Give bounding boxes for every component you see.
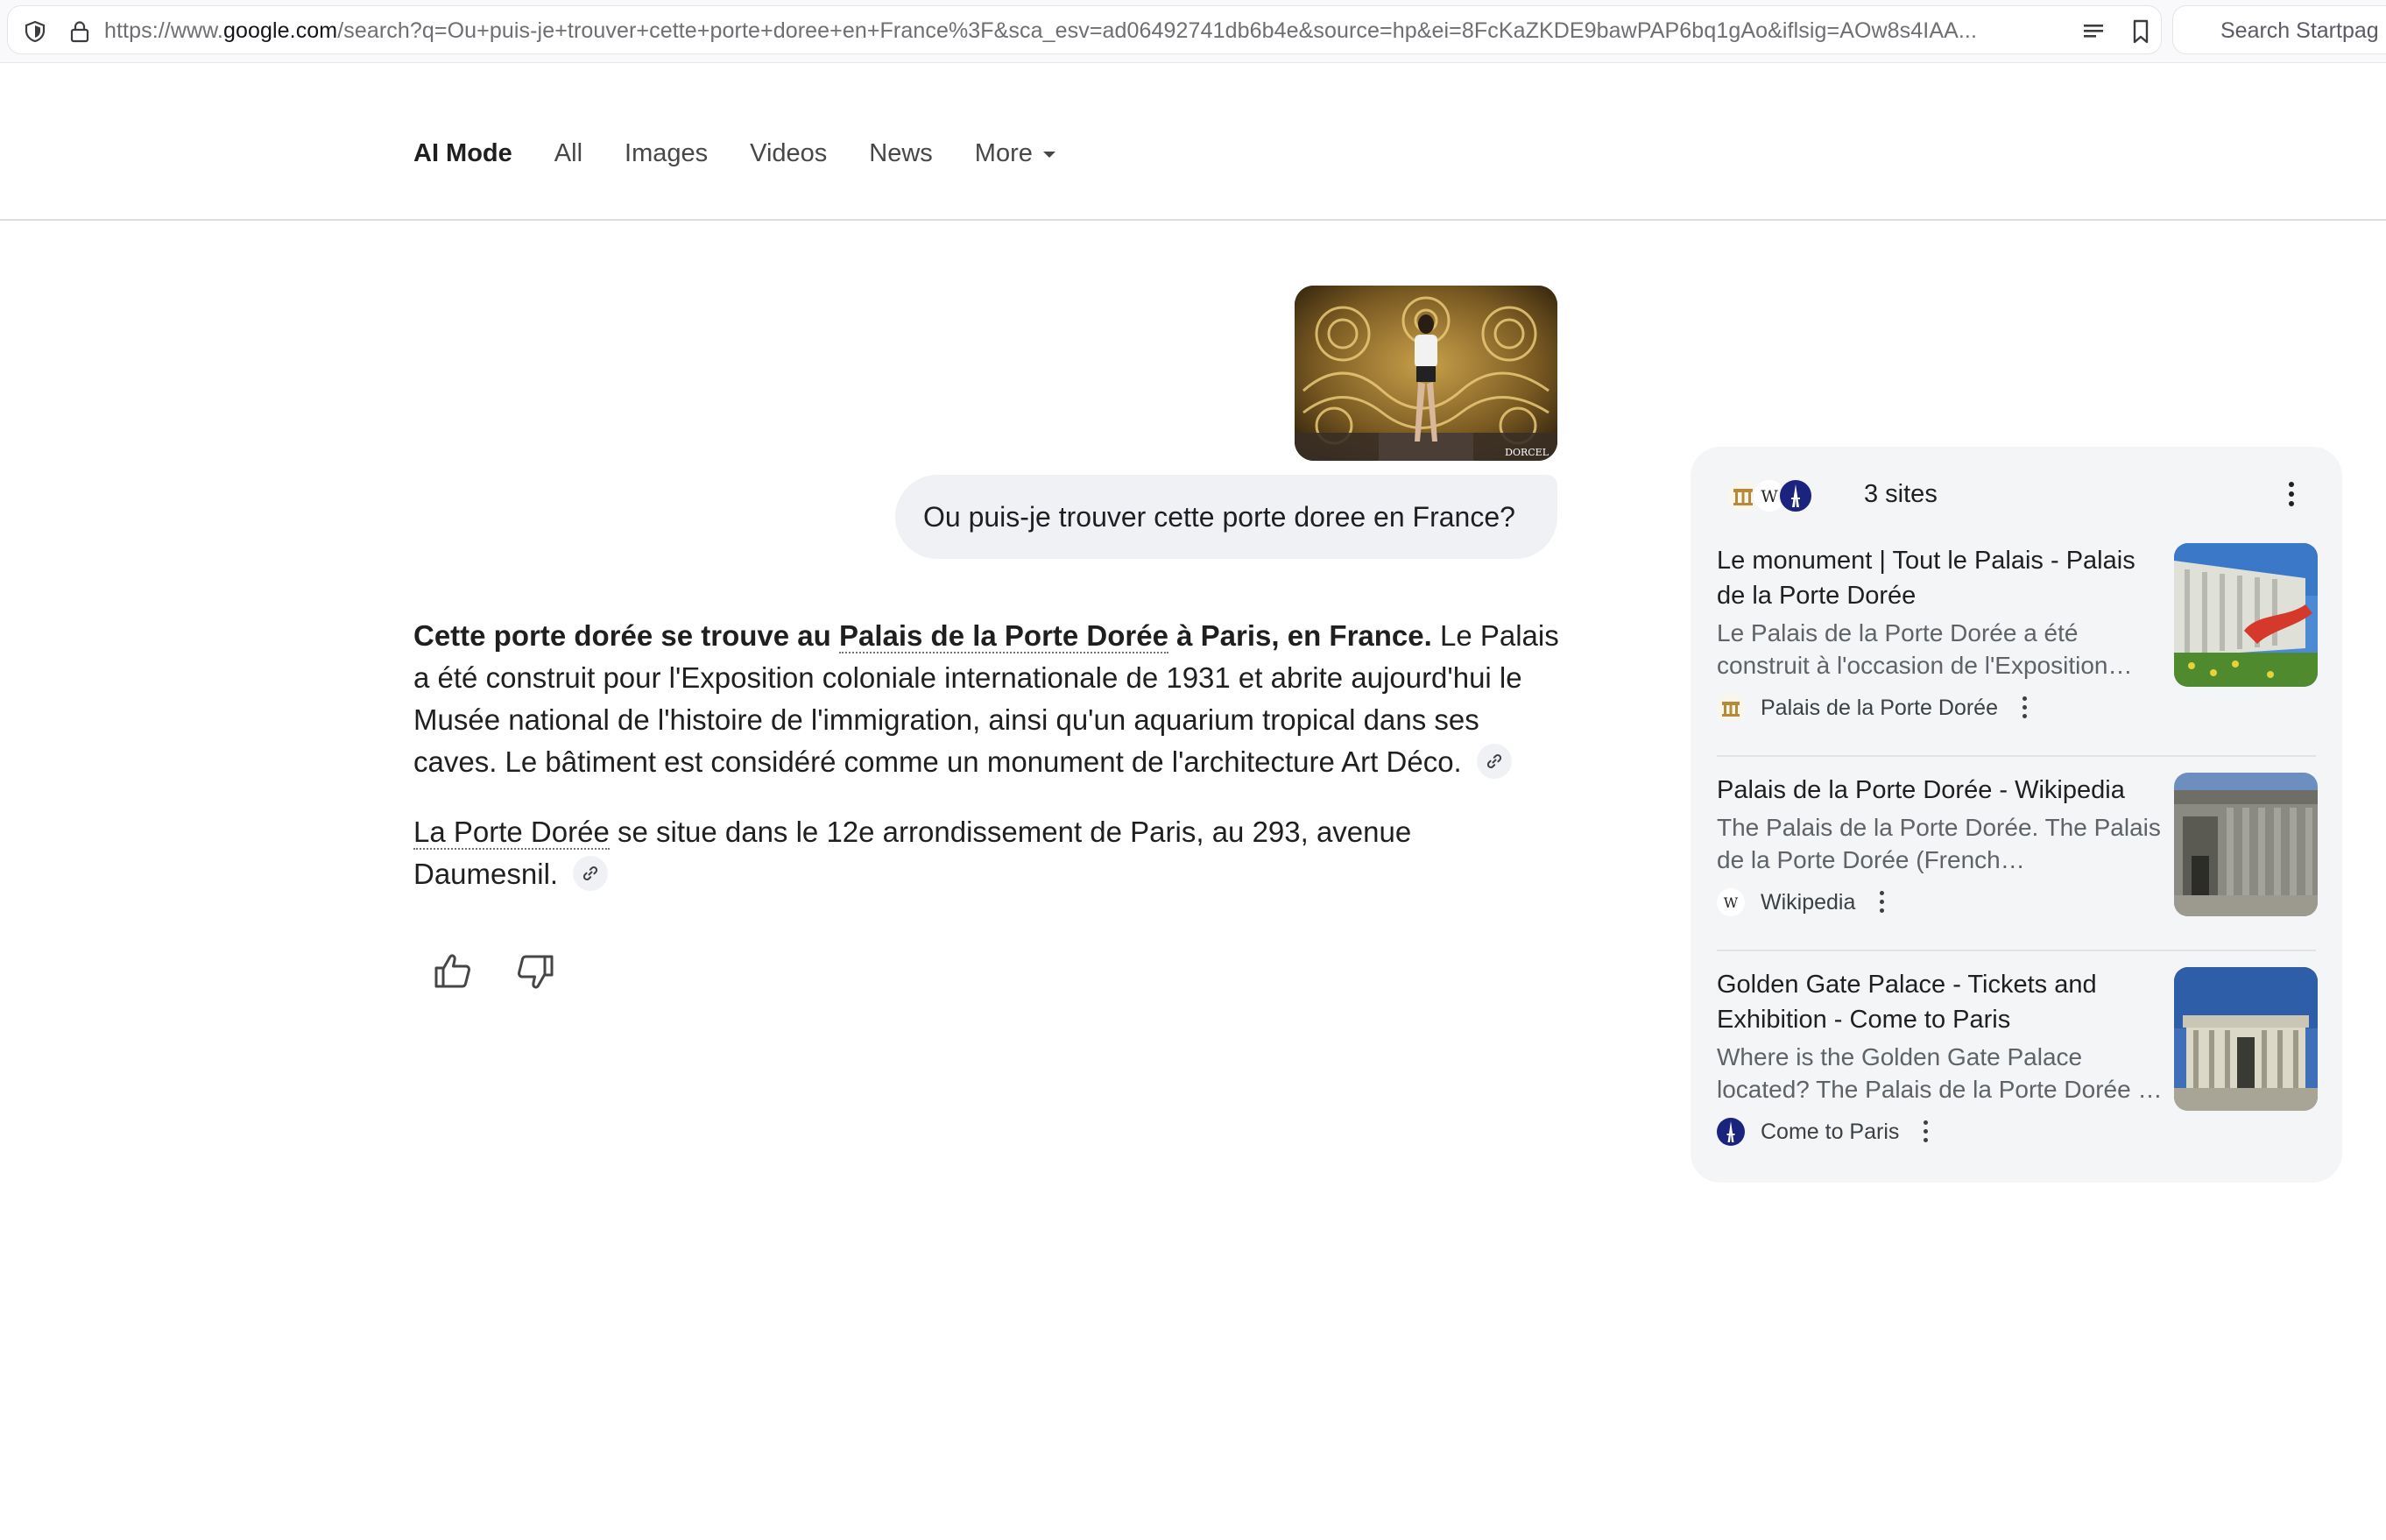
card-divider [1717,755,2316,757]
source-card-3[interactable] [1717,967,2318,1169]
address-bar[interactable] [7,5,2162,54]
caret-down-icon [1043,152,1055,158]
answer-body-1: Le Palais a été construit pour l'Exposition coloniale internationale de 1931 et abrite aujourd'hui le Musée national de l'histoire de l'immigration, ainsi qu'un aquarium tropical dans ses caves. Le bâtiment est considéré comme un monument de l'architecture Art Déco. [413,619,1559,778]
entity-link-porte-doree[interactable]: La Porte Dorée [413,816,610,848]
image-watermark: DORCEL [1505,447,1549,458]
source-favicons [1726,478,1831,513]
answer-lead-b: à Paris, en France. [1168,619,1432,652]
come-to-paris-favicon-icon [1717,1118,1745,1146]
source-more-icon[interactable] [2022,696,2028,719]
source-thumbnail[interactable] [2174,967,2318,1111]
browser-search-box[interactable] [2172,5,2386,54]
search-box-placeholder: Search Startpag [2220,18,2379,43]
answer-lead-a: Cette porte dorée se trouve au [413,619,839,652]
answer-body-2: se situe dans le 12e arrondissement de Paris, au 293, avenue Daumesnil. [413,816,1412,890]
golden-gate-photo [1295,286,1557,461]
tab-more[interactable] [975,139,1055,168]
tracking-protection-shield-icon[interactable] [24,20,46,43]
source-more-icon[interactable] [1880,891,1885,914]
source-title[interactable]: Palais de la Porte Dorée - Wikipedia [1717,776,2125,804]
source-attribution [1717,887,1885,918]
query-uploaded-image[interactable] [1295,286,1557,461]
sources-header[interactable] [1726,473,2307,515]
source-name: Come to Paris [1761,1119,1900,1144]
palais-favicon-icon [1717,694,1745,722]
sources-panel [1691,447,2342,1183]
tab-videos[interactable]: Videos [750,138,828,167]
ai-answer [413,615,1561,923]
bookmark-icon[interactable] [2131,18,2150,45]
source-snippet: The Palais de la Porte Dorée. The Palais de la Porte Dorée (French [1717,814,2161,873]
reader-view-icon[interactable] [2082,22,2105,41]
answer-paragraph-1 [413,615,1561,783]
tabs-divider [0,219,2386,221]
tab-images[interactable]: Images [625,138,709,167]
url-text[interactable]: https://www.google.com/search?q=Ou+puis-je+trouver+cette+porte+doree+en+France%3F&sca_esv=ad06492741db6b4e&source=hp&ei=8FcKaZKDE9bawPAP6bq1gAo&iflsig=AOw8s4IAA... [104,18,1978,43]
come-to-paris-favicon-icon [1778,478,1813,513]
source-more-icon[interactable] [1924,1120,1929,1143]
browser-toolbar [0,0,2386,63]
tab-ai-mode[interactable]: AI Mode [413,138,512,167]
source-thumbnail[interactable] [2174,773,2318,916]
thumbs-up-icon[interactable] [431,950,475,993]
entity-link-palais[interactable]: Palais de la Porte Dorée [838,619,1168,652]
source-attribution [1717,1116,1929,1148]
thumbs-down-icon[interactable] [513,950,557,993]
source-card-1[interactable] [1717,543,2318,745]
user-query-bubble [895,475,1557,559]
source-name: Wikipedia [1761,889,1856,915]
source-snippet: Le Palais de la Porte Dorée a été construit à l'occasion de l'Exposition [1717,619,2108,679]
source-title[interactable]: Golden Gate Palace - Tickets and Exhibition - Come to Paris [1717,971,2097,1034]
lock-icon[interactable] [69,20,90,43]
source-name: Palais de la Porte Dorée [1761,695,1998,720]
source-snippet: Where is the Golden Gate Palace located? The Palais de la Porte Dorée is [1717,1043,2156,1103]
citation-link-icon[interactable] [573,856,608,891]
sources-count: 3 sites [1864,480,1938,508]
tab-news[interactable]: News [869,138,933,167]
svg-text:W: W [1723,894,1739,911]
tab-more-label: More [974,138,1033,167]
card-divider [1717,950,2316,951]
tab-all[interactable]: All [554,138,583,167]
sources-menu-icon[interactable] [2288,482,2295,508]
search-mode-tabs [413,131,1098,175]
answer-paragraph-2 [413,811,1561,895]
source-card-2[interactable] [1717,773,2318,930]
source-thumbnail[interactable] [2174,543,2318,687]
citation-link-icon[interactable] [1477,744,1512,779]
source-title[interactable]: Le monument | Tout le Palais - Palais de la Porte Dorée [1717,547,2135,610]
source-attribution [1717,692,2028,724]
wikipedia-favicon-icon [1717,888,1745,916]
svg-text:W: W [1761,487,1778,506]
user-query-text: Ou puis-je trouver cette porte doree en France? [923,501,1515,533]
